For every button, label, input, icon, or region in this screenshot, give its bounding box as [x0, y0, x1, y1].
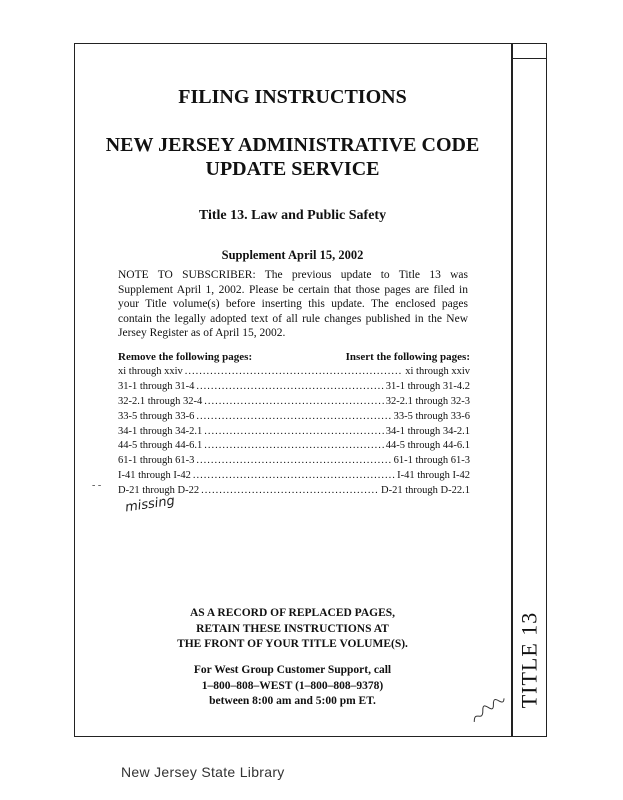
retain-line-3: THE FRONT OF YOUR TITLE VOLUME(S). [177, 638, 408, 650]
list-header [118, 351, 470, 363]
retain-line-1: AS A RECORD OF REPLACED PAGES, [189, 607, 396, 619]
handwritten-note: missing [124, 493, 176, 516]
list-item [118, 396, 470, 411]
leader-dots [196, 411, 391, 422]
title-line: Title 13. Law and Public Safety [198, 208, 387, 223]
leader-dots [196, 455, 391, 466]
remove-pages: 31-1 through 31-4 [118, 380, 195, 392]
list-item [118, 426, 470, 441]
support-line-3: between 8:00 am and 5:00 pm ET. [209, 695, 376, 707]
list-item [118, 381, 470, 396]
supplement-line: Supplement April 15, 2002 [221, 248, 364, 262]
support-line-2: 1–800–808–WEST (1–800–808–9378) [201, 679, 384, 692]
leader-dots [185, 366, 404, 377]
side-top-rule [511, 58, 547, 59]
list-item [118, 470, 470, 485]
list-item [118, 440, 470, 455]
side-title-label: TITLE 13 [516, 611, 541, 709]
insert-pages: 34-1 through 34-2.1 [385, 425, 470, 437]
leader-dots [196, 381, 383, 392]
retain-instructions [74, 606, 511, 653]
side-title-tab [512, 600, 546, 720]
leader-dots [204, 396, 383, 407]
remove-pages: 61-1 through 61-3 [118, 455, 195, 467]
leader-dots [193, 470, 395, 481]
pen-mark: - - [92, 480, 102, 491]
remove-pages: xi through xxiv [118, 366, 183, 377]
insert-pages: xi through xxiv [405, 366, 470, 377]
remove-pages: 33-5 through 33-6 [118, 410, 195, 422]
code-title-line1: NEW JERSEY ADMINISTRATIVE CODE [105, 134, 480, 156]
list-item [118, 411, 470, 426]
leader-dots [204, 426, 383, 437]
remove-pages: 44-5 through 44-6.1 [118, 440, 203, 452]
remove-pages: I-41 through I-42 [118, 470, 191, 482]
insert-pages: I-41 through I-42 [397, 470, 470, 482]
leader-dots [204, 440, 383, 451]
insert-pages: D-21 through D-22.1 [381, 485, 470, 497]
retain-line-2: RETAIN THESE INSTRUCTIONS AT [196, 622, 389, 635]
document-title: FILING INSTRUCTIONS [178, 86, 407, 108]
insert-pages: 61-1 through 61-3 [393, 455, 470, 467]
page-replacement-list [118, 351, 470, 500]
remove-pages: 32-2.1 through 32-4 [118, 395, 203, 407]
remove-pages: D-21 through D-22 [118, 485, 200, 497]
library-stamp: New Jersey State Library [121, 764, 285, 780]
insert-pages: 44-5 through 44-6.1 [385, 440, 470, 452]
remove-pages: 34-1 through 34-2.1 [118, 425, 203, 437]
insert-header: Insert the following pages: [345, 351, 470, 363]
remove-header: Remove the following pages: [118, 351, 253, 363]
support-line-1: For West Group Customer Support, call [193, 664, 392, 676]
list-item [118, 366, 470, 381]
code-title-line2: UPDATE SERVICE [205, 158, 380, 180]
insert-pages: 31-1 through 31-4.2 [385, 380, 470, 392]
insert-pages: 32-2.1 through 32-3 [385, 395, 470, 407]
leader-dots [201, 485, 379, 496]
note-to-subscriber: NOTE TO SUBSCRIBER: The previous update to Title 13 was Supplement April 1, 2002. Please be certain that those pages are filed in your Title volume(s) before inserting this update. The enclosed pages contain the legally adopted text of all rule changes published in the New Jersey Register as of April 15, 2002. [118, 269, 468, 340]
insert-pages: 33-5 through 33-6 [393, 410, 470, 422]
list-item [118, 455, 470, 470]
customer-support [74, 663, 511, 710]
